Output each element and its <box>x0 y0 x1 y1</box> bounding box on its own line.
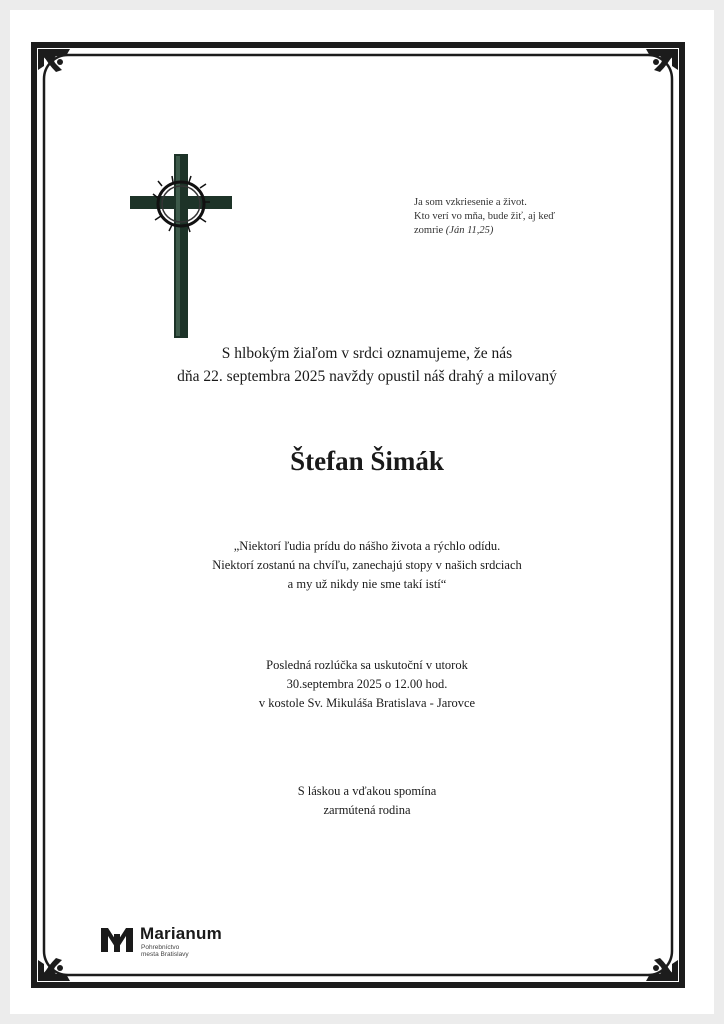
verse-line-2: Kto verí vo mňa, bude žiť, aj keď <box>414 211 556 222</box>
funeral-line-1: Posledná rozlúčka sa uskutoční v utorok <box>266 658 468 672</box>
closing-signature <box>120 782 614 820</box>
bible-verse <box>414 196 614 238</box>
closing-line-1: S láskou a vďakou spomína <box>297 784 437 798</box>
cross-with-crown-of-thorns-icon <box>128 152 234 340</box>
quote-line-2: Niektorí zostanú na chvíľu, zanechajú stopy v našich srdciach <box>212 558 522 572</box>
closing-line-2: zarmútená rodina <box>323 803 411 817</box>
announcement-line-2: dňa 22. septembra 2025 navždy opustil náš drahý a milovaný <box>177 368 557 385</box>
corner-ornament-bottom-right <box>646 958 678 981</box>
verse-line-1: Ja som vzkriesenie a život. <box>414 197 527 208</box>
deceased-name: Štefan Šimák <box>290 446 444 476</box>
logo-name: Marianum <box>140 924 222 943</box>
logo-subtitle <box>141 944 221 958</box>
funeral-details <box>120 656 614 713</box>
verse-reference: (Ján 11,25) <box>445 225 494 236</box>
corner-ornament-top-left <box>38 49 70 72</box>
announcement-line-1: S hlbokým žiaľom v srdci oznamujeme, že nás <box>221 345 513 362</box>
quote-line-1: „Niektorí ľudia prídu do nášho života a rýchlo odídu. <box>233 539 501 553</box>
funeral-line-3: v kostole Sv. Mikuláša Bratislava - Jarovce <box>258 696 476 710</box>
funeral-line-2: 30.septembra 2025 o 12.00 hod. <box>286 677 448 691</box>
logo-subtitle-line-1: Pohrebníctvo <box>141 944 180 951</box>
quote-line-3: a my už nikdy nie sme takí istí“ <box>287 577 447 591</box>
verse-line-3 <box>414 224 614 238</box>
marianum-logo-icon <box>100 926 134 954</box>
corner-ornament-top-right <box>646 49 678 72</box>
memorial-quote <box>120 537 614 594</box>
logo-subtitle-line-2: mesta Bratislavy <box>141 951 189 958</box>
corner-ornament-bottom-left <box>38 958 70 981</box>
verse-line-3-text: zomrie <box>414 225 444 236</box>
announcement-text <box>120 342 614 388</box>
